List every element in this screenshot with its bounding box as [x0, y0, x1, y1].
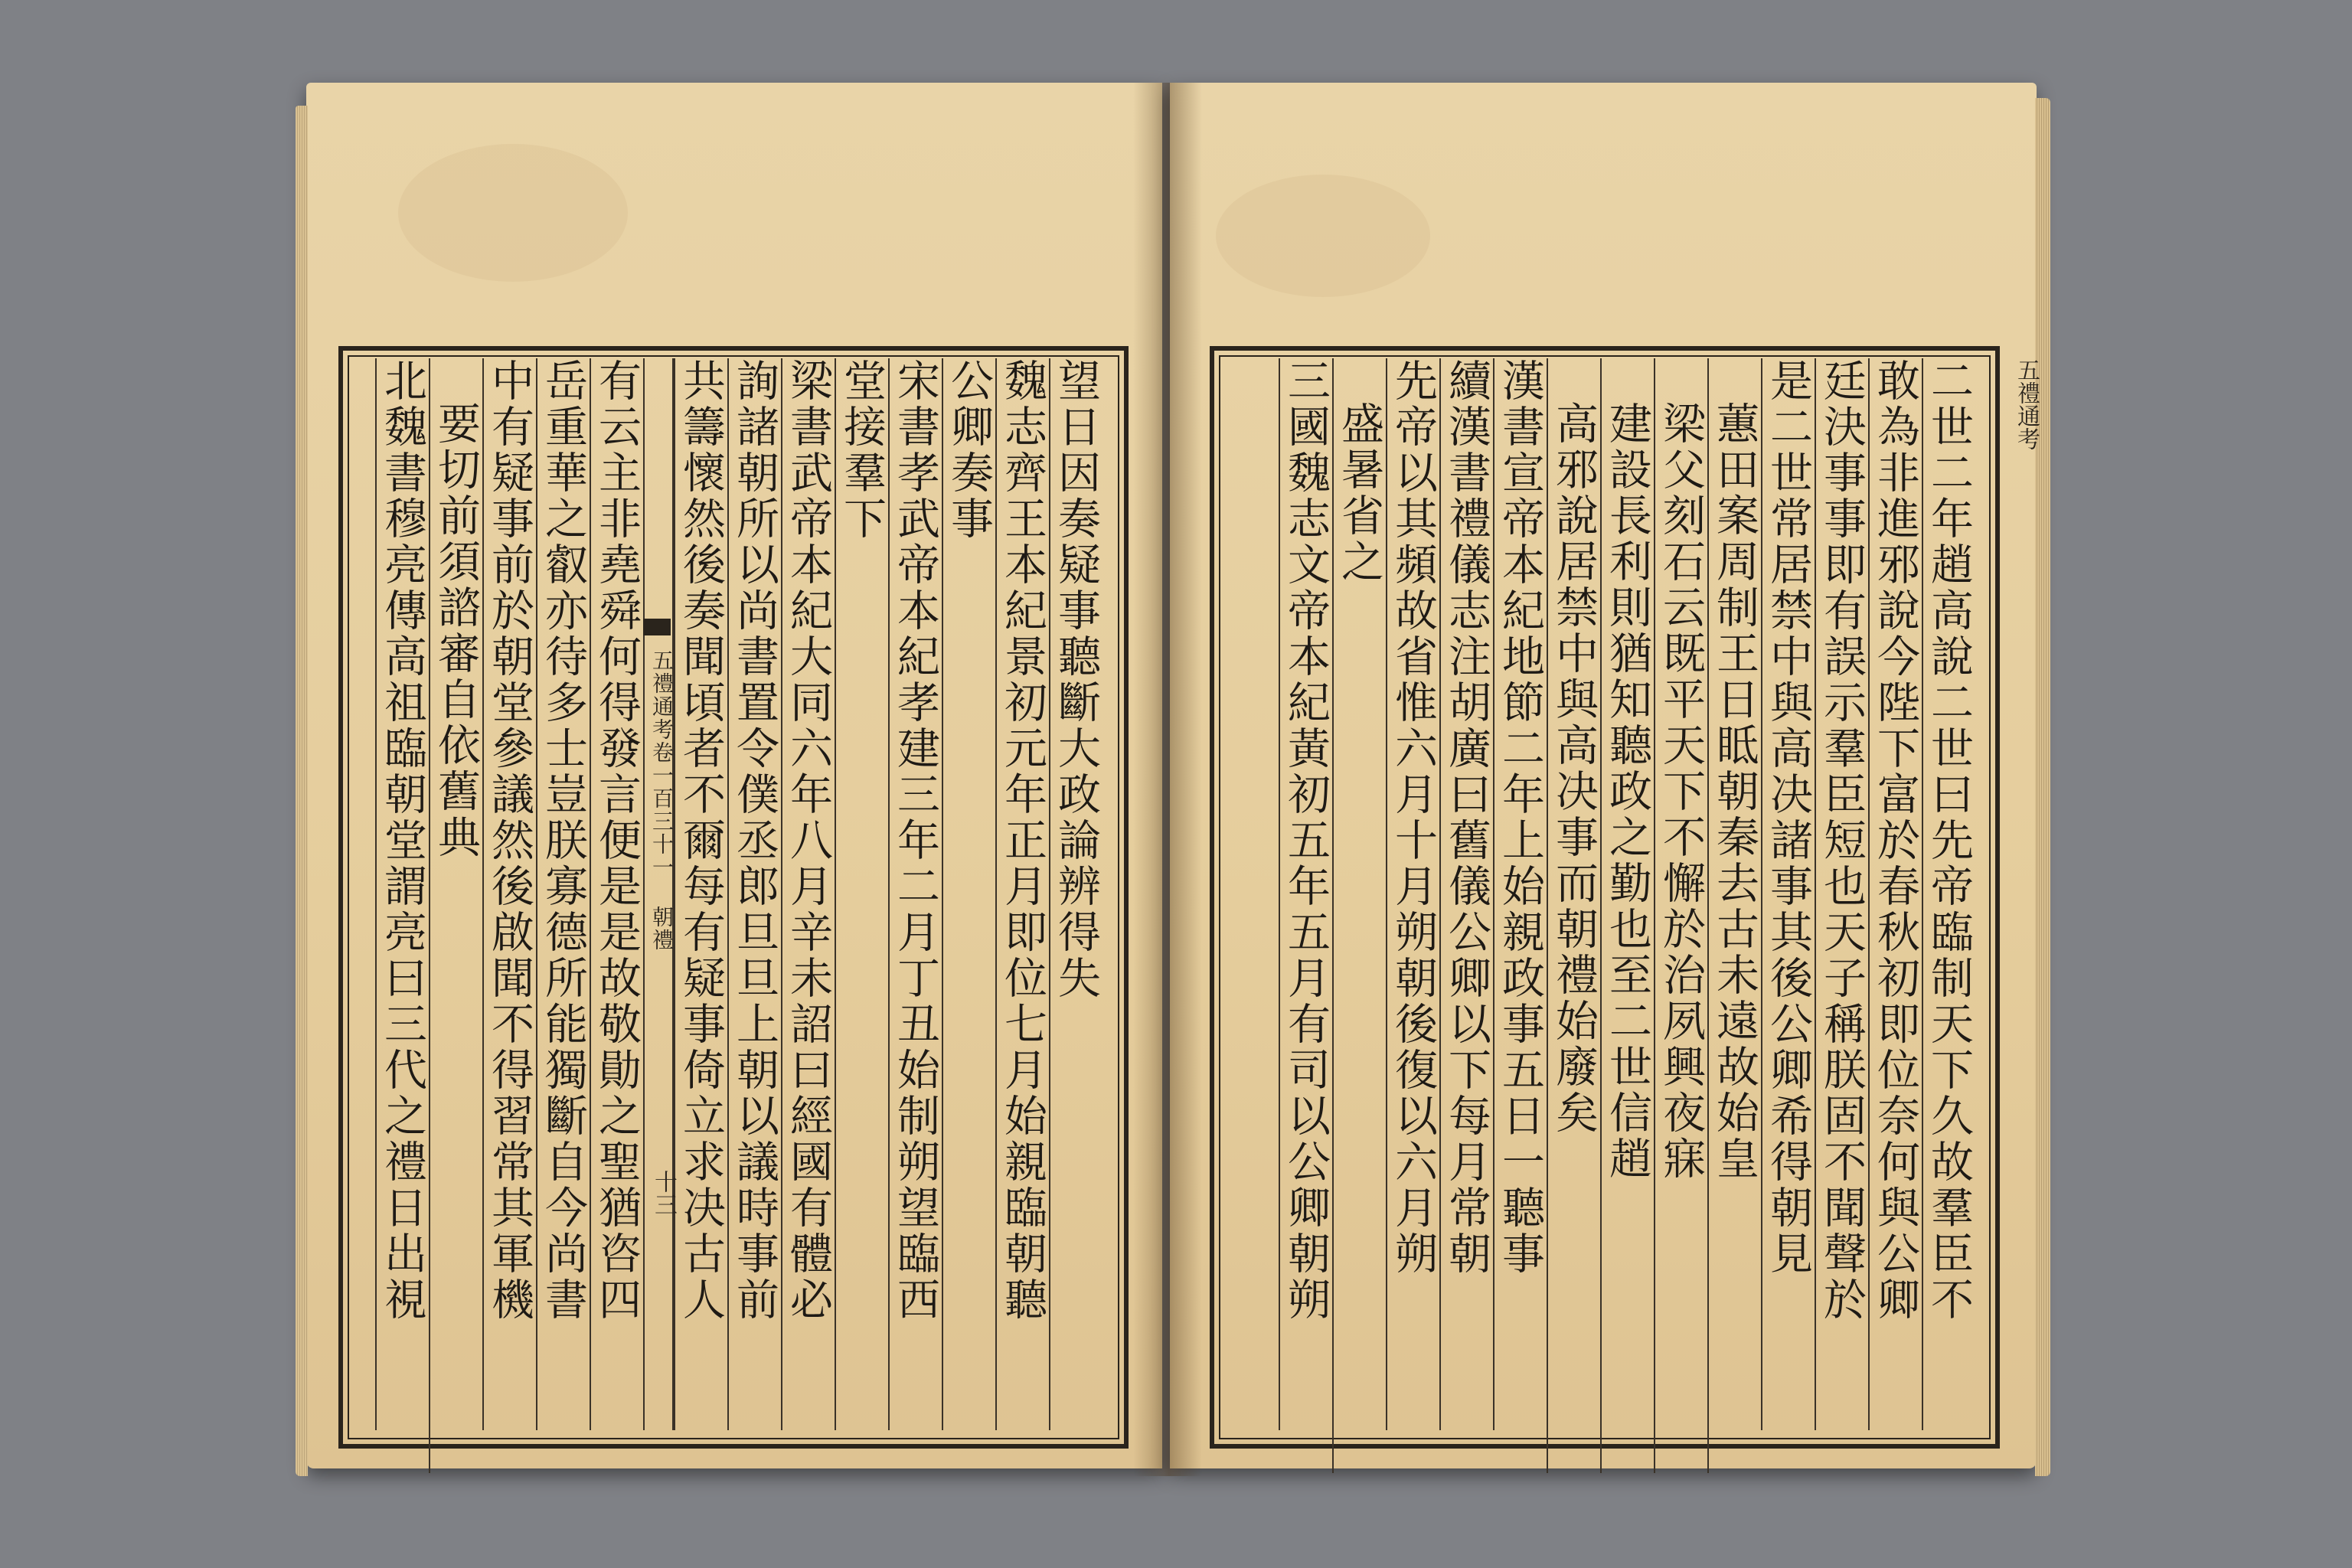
strip-page-number: 十三: [650, 1170, 677, 1216]
text-column: 魏志齊王本紀景初元年正月即位七月始親臨朝聽: [995, 358, 1047, 1430]
right-page-edge: [2035, 98, 2050, 1476]
left-page-edge: [296, 106, 308, 1476]
text-column: 三國魏志文帝本紀黃初五年五月有司以公卿朝朔: [1279, 358, 1331, 1430]
text-column: 二世二年趙高說二世曰先帝臨制天下久故羣臣不: [1922, 358, 1974, 1430]
text-column: 廷決事事即有誤示羣臣短也天子稱朕固不聞聲於: [1815, 358, 1867, 1430]
text-column: 梁父刻石云既平天下不懈於治夙興夜寐: [1654, 358, 1706, 1473]
text-column: 續漢書禮儀志注胡廣曰舊儀公卿以下每月常朝: [1439, 358, 1491, 1430]
text-column: 建設長利則猶知聽政之勤也至二世信趙: [1600, 358, 1652, 1473]
text-column: 敢為非進邪說今陛下富於春秋初即位奈何與公卿: [1868, 358, 1920, 1430]
text-column: 詢諸朝所以尚書置令僕丞郎旦旦上朝以議時事前: [727, 358, 779, 1430]
text-column: 公卿奏事: [942, 358, 994, 1430]
text-column: 中有疑事前於朝堂參議然後啟聞不得習常其軍機: [482, 358, 534, 1430]
paper-stain: [398, 144, 628, 282]
open-book: [306, 83, 2040, 1484]
text-column: 岳重華之叡亦待多士豈朕寡德所能獨斷自今尚書: [536, 358, 588, 1430]
text-column: 共籌懷然後奏聞頃者不爾每有疑事倚立求决古人: [674, 358, 726, 1430]
strip-title: 五禮通考卷一百三十一 朝禮: [649, 649, 675, 952]
text-column: 先帝以其頻故省惟六月十月朔朝後復以六月朔: [1386, 358, 1438, 1430]
text-column: 高邪說居禁中與高决事而朝禮始廢矣: [1547, 358, 1599, 1473]
text-column: 望日因奏疑事聽斷大政論辨得失: [1049, 358, 1101, 1430]
text-column: 堂接羣下: [835, 358, 887, 1430]
text-column: 北魏書穆亮傳高祖臨朝堂謂亮曰三代之禮日出視: [375, 358, 427, 1430]
text-column: 漢書宣帝本紀地節二年上始親政事五日一聽事: [1493, 358, 1545, 1430]
text-column: 要切前須諮審自依舊典: [429, 358, 481, 1473]
text-column: 盛暑省之: [1332, 358, 1384, 1473]
text-column: 有云主非堯舜何得發言便是是故敬勛之聖猶咨四: [590, 358, 642, 1430]
text-column: 是二世常居禁中與高决諸事其後公卿希得朝見: [1761, 358, 1813, 1430]
left-page: [306, 83, 1162, 1468]
text-column: 梁書武帝本紀大同六年八月辛未詔曰經國有體必: [781, 358, 833, 1430]
text-column: 蕙田案周制王日眡朝秦去古未遠故始皇: [1707, 358, 1759, 1473]
fish-tail-mark: [643, 619, 671, 635]
text-column: 宋書孝武帝本紀孝建三年二月丁丑始制朔望臨西: [888, 358, 940, 1430]
paper-stain: [1216, 175, 1430, 297]
margin-label: 五禮通考: [2013, 358, 2040, 450]
